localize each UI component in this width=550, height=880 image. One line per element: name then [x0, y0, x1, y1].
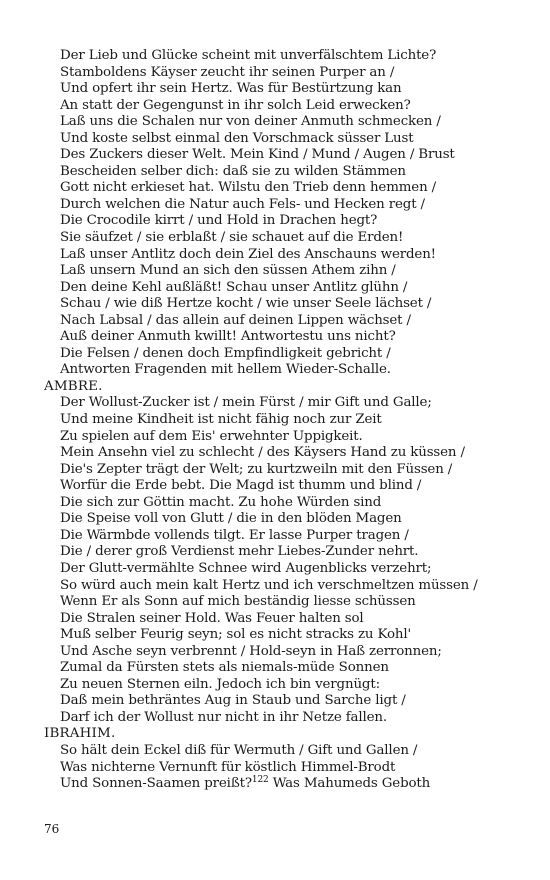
verse-line	[44, 677, 514, 694]
verse-line	[44, 164, 514, 181]
verse-line-text: Auß deiner Anmuth kwillt! Antwortestu uns nicht?	[60, 329, 396, 345]
verse-line-text: Schau / wie diß Hertze kocht / wie unser Seele lächset /	[60, 296, 432, 312]
verse-line	[44, 776, 514, 793]
verse-line	[44, 180, 514, 197]
verse-line	[44, 131, 514, 148]
verse-line-text: Die Wärmbde vollends tilgt. Er lasse Purper tragen /	[60, 527, 409, 543]
verse-line	[44, 760, 514, 777]
verse-line	[44, 114, 514, 131]
verse-line	[44, 65, 514, 82]
verse-line	[44, 478, 514, 495]
verse-line-text: Zu neuen Sternen eiln. Jedoch ich bin vergnügt:	[60, 676, 380, 692]
verse-line	[44, 362, 514, 379]
verse-line-text: Der Glutt-vermählte Schnee wird Augenblicks verzehrt;	[60, 560, 432, 576]
verse-line-text: Und koste selbst einmal den Vorschmack süsser Lust	[60, 130, 414, 146]
verse-line	[44, 429, 514, 446]
verse-line	[44, 594, 514, 611]
verse-line-text: So hält dein Eckel diß für Wermuth / Gift und Gallen /	[60, 742, 418, 758]
verse-line	[44, 528, 514, 545]
verse-line-text: Die / derer groß Verdienst mehr Liebes-Zunder nehrt.	[60, 544, 419, 560]
verse-line	[44, 511, 514, 528]
verse-line-text: Nach Labsal / das allein auf deinen Lippen wächset /	[60, 312, 411, 328]
verse-line-text: Daß mein bethräntes Aug in Staub und Sarche ligt /	[60, 693, 406, 709]
verse-line	[44, 627, 514, 644]
verse-text	[44, 48, 514, 793]
verse-line-text: Des Zuckers dieser Welt. Mein Kind / Mund / Augen / Brust	[60, 147, 455, 163]
verse-line	[44, 644, 514, 661]
footnote-marker: 122	[251, 775, 269, 786]
verse-line	[44, 147, 514, 164]
verse-line-text: Der Wollust-Zucker ist / mein Fürst / mir Gift und Galle;	[60, 395, 432, 411]
verse-line-text: Der Lieb und Glücke scheint mit unverfälschtem Lichte?	[60, 48, 437, 63]
verse-line-text: Laß unser Antlitz doch dein Ziel des Anschauns werden!	[60, 246, 436, 262]
verse-line-text: Zu spielen auf dem Eis' erwehnter Uppigkeit.	[60, 428, 363, 444]
speaker-name: AMBRE.	[44, 378, 103, 394]
verse-line	[44, 81, 514, 98]
verse-line-text: Antworten Fragenden mit hellem Wieder-Schalle.	[60, 362, 391, 378]
verse-line	[44, 247, 514, 264]
verse-line	[44, 213, 514, 230]
verse-line	[44, 296, 514, 313]
verse-line-text: Worfür die Erde bebt. Die Magd ist thumm und blind /	[60, 478, 422, 494]
verse-line-text: Die sich zur Göttin macht. Zu hohe Würden sind	[60, 494, 382, 510]
verse-line	[44, 578, 514, 595]
speaker-name: IBRAHIM.	[44, 726, 116, 742]
verse-line	[44, 98, 514, 115]
verse-line-text: Die's Zepter trägt der Welt; zu kurtzweiln mit den Füssen /	[60, 461, 453, 477]
verse-line	[44, 445, 514, 462]
verse-line-text: Und Asche seyn verbrennt / Hold-seyn in Haß zerronnen;	[60, 643, 442, 659]
verse-line-text: Und Sonnen-Saamen preißt?	[60, 776, 252, 792]
verse-line-text: Gott nicht erkieset hat. Wilstu den Trieb denn hemmen /	[60, 180, 437, 196]
verse-line	[44, 693, 514, 710]
verse-line	[44, 544, 514, 561]
verse-line	[44, 313, 514, 330]
verse-line-text: Und opfert ihr sein Hertz. Was für Bestürtzung kan	[60, 81, 402, 97]
verse-line-text: Durch welchen die Natur auch Fels- und Hecken regt /	[60, 196, 425, 212]
page-number: 76	[44, 822, 60, 836]
verse-line-text: Sie säufzet / sie erblaßt / sie schauet auf die Erden!	[60, 230, 404, 246]
verse-line	[44, 263, 514, 280]
verse-line-text: Was Mahumeds Geboth	[268, 776, 431, 792]
verse-line-text: Laß unsern Mund an sich den süssen Athem zihn /	[60, 263, 396, 279]
verse-line	[44, 197, 514, 214]
verse-line-text: Die Stralen seiner Hold. Was Feuer halten sol	[60, 610, 364, 626]
verse-line	[44, 230, 514, 247]
verse-line-text: Darf ich der Wollust nur nicht in ihr Netze fallen.	[60, 709, 387, 725]
verse-line	[44, 710, 514, 727]
verse-line-text: Zumal da Fürsten stets als niemals-müde Sonnen	[60, 660, 389, 676]
verse-line-text: Muß selber Feurig seyn; sol es nicht stracks zu Kohl'	[60, 627, 411, 643]
verse-line-text: Was nichterne Vernunft für köstlich Himmel-Brodt	[60, 759, 396, 775]
verse-line-text: Die Felsen / denen doch Empfindligkeit gebricht /	[60, 345, 391, 361]
verse-line-text: Bescheiden selber dich: daß sie zu wilden Stämmen	[60, 163, 406, 179]
verse-line	[44, 561, 514, 578]
verse-line	[44, 280, 514, 297]
verse-line-text: Die Crocodile kirrt / und Hold in Drachen hegt?	[60, 213, 378, 229]
verse-line	[44, 660, 514, 677]
verse-line-text: Und meine Kindheit ist nicht fähig noch zur Zeit	[60, 412, 382, 428]
verse-line	[44, 611, 514, 628]
verse-line-text: Die Speise voll von Glutt / die in den blöden Magen	[60, 511, 402, 527]
verse-line	[44, 395, 514, 412]
verse-line	[44, 495, 514, 512]
verse-line	[44, 329, 514, 346]
verse-line-text: Laß uns die Schalen nur von deiner Anmuth schmecken /	[60, 114, 441, 130]
verse-line	[44, 48, 514, 65]
verse-line	[44, 346, 514, 363]
verse-line-text: Stamboldens Käyser zeucht ihr seinen Purper an /	[60, 64, 395, 80]
verse-line-text: An statt der Gegengunst in ihr solch Leid erwecken?	[60, 97, 411, 113]
verse-line	[44, 743, 514, 760]
verse-line-text: So würd auch mein kalt Hertz und ich verschmeltzen müssen /	[60, 577, 478, 593]
verse-line-text: Den deine Kehl außläßt! Schau unser Antlitz glühn /	[60, 279, 408, 295]
verse-line	[44, 462, 514, 479]
verse-line-text: Mein Ansehn viel zu schlecht / des Käysers Hand zu küssen /	[60, 445, 465, 461]
verse-line	[44, 412, 514, 429]
verse-line-text: Wenn Er als Sonn auf mich beständig liesse schüssen	[60, 594, 416, 610]
